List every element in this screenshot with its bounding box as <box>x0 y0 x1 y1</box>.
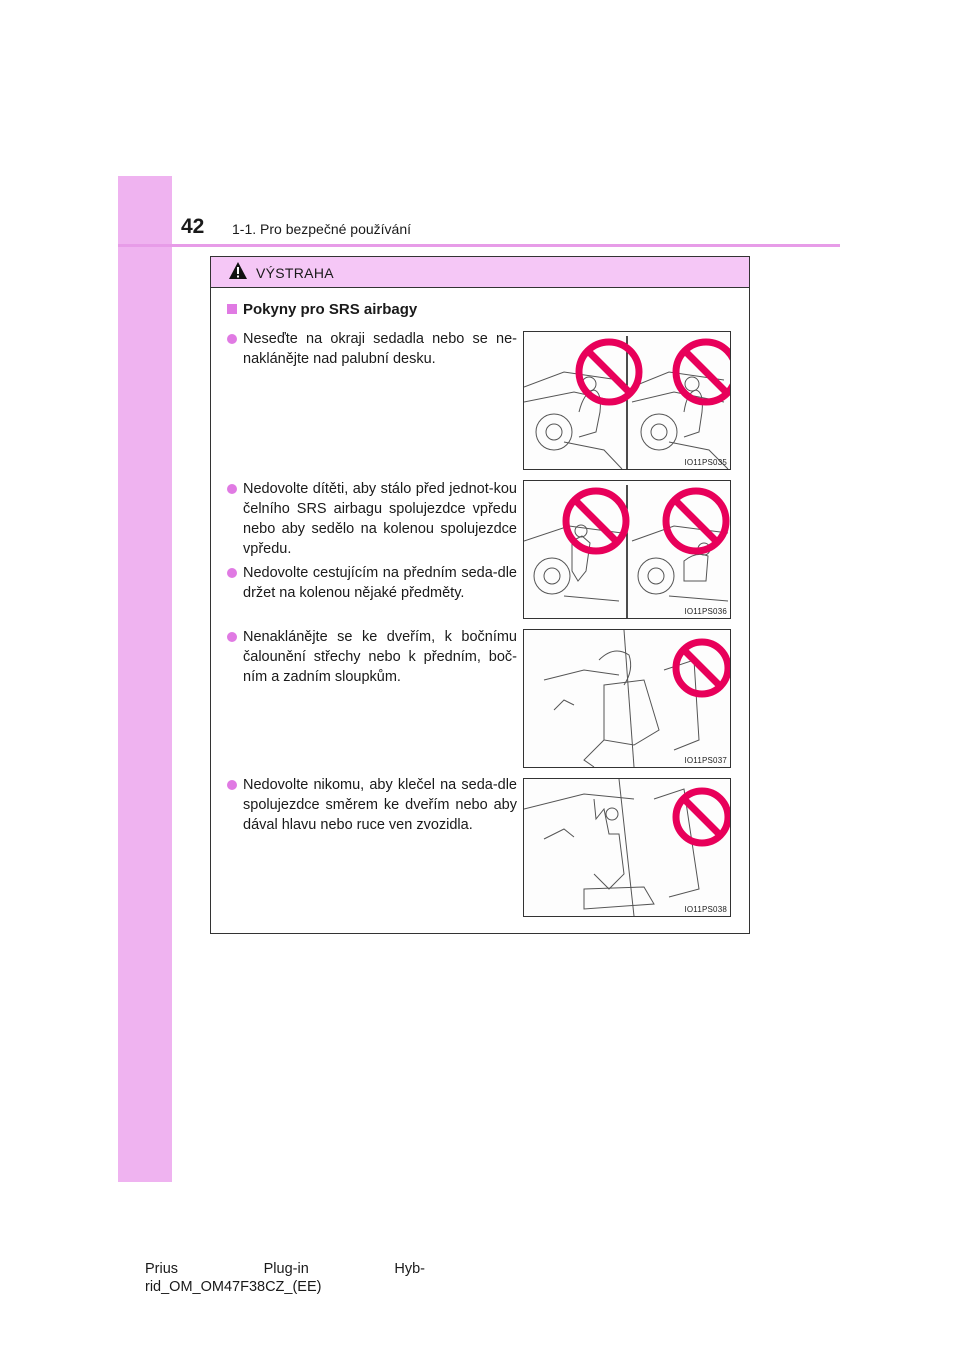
section-title: 1-1. Pro bezpečné používání <box>232 221 412 237</box>
illustration-code: IO11PS038 <box>684 905 727 914</box>
section-heading: Pokyny pro SRS airbagy <box>227 301 417 318</box>
header-rule <box>118 244 840 247</box>
warning-item-1 <box>227 329 517 373</box>
bullet-dot-icon <box>227 568 237 578</box>
bullet-dot-icon <box>227 334 237 344</box>
side-color-strip <box>118 176 172 1182</box>
warning-item-3 <box>227 627 517 691</box>
bullet-dot-icon <box>227 484 237 494</box>
warning-box <box>210 256 750 934</box>
footer <box>145 1260 445 1296</box>
list-item: Nenaklánějte se ke dveřím, k bočnímu čalounění střechy nebo k předním, boč-ním a zadním sloupkům. <box>227 627 517 687</box>
illustration-3 <box>523 629 731 768</box>
footer-line-2: rid_OM_OM47F38CZ_(EE) <box>145 1279 322 1295</box>
warning-item-4 <box>227 775 517 839</box>
illustration-1 <box>523 331 731 470</box>
warning-triangle-icon <box>228 261 248 281</box>
illustration-code: IO11PS035 <box>684 458 727 467</box>
list-item: Neseďte na okraji sedadla nebo se ne-naklánějte nad palubní desku. <box>227 329 517 369</box>
footer-line-1: Prius Plug-in Hyb- <box>145 1261 425 1277</box>
bullet-dot-icon <box>227 780 237 790</box>
warning-item-2 <box>227 479 517 607</box>
bullet-dot-icon <box>227 632 237 642</box>
warning-header <box>211 257 749 288</box>
list-item: Nedovolte cestujícím na předním seda-dle držet na kolenou nějaké předměty. <box>227 563 517 603</box>
illustration-4 <box>523 778 731 917</box>
illustration-2 <box>523 480 731 619</box>
illustration-code: IO11PS036 <box>684 607 727 616</box>
illustration-code: IO11PS037 <box>684 756 727 765</box>
list-item: Nedovolte dítěti, aby stálo před jednot-kou čelního SRS airbagu spolujezdce vpředu nebo aby sedělo na kolenou spolujezdce vpředu. <box>227 479 517 559</box>
page-number: 42 <box>181 215 205 238</box>
square-bullet-icon <box>227 304 237 314</box>
list-item: Nedovolte nikomu, aby klečel na seda-dle spolujezdce směrem ke dveřím nebo aby dával hlavu nebo ruce ven zvozidla. <box>227 775 517 835</box>
warning-title: VÝSTRAHA <box>256 265 334 281</box>
